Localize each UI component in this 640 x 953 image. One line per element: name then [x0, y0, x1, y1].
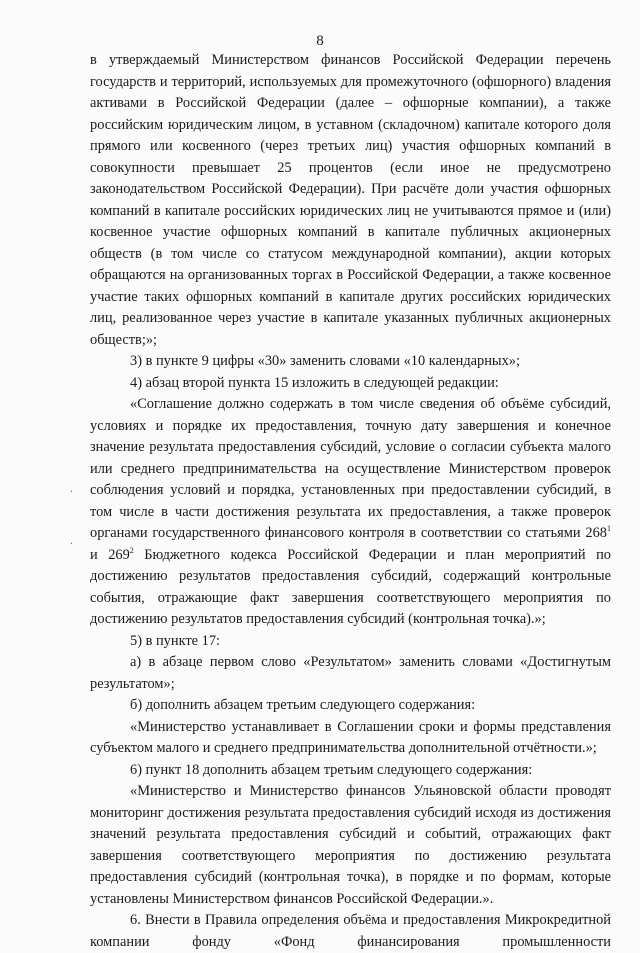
scan-mark: ·	[70, 487, 74, 498]
paragraph-item-5: 5) в пункте 17:	[130, 632, 221, 649]
agreement-text-part-3: Бюджетного кодекса Российской Федерации и план мероприятий по достижению результатов предоставления субсидий, содержащий контрольные события, отражающие факт завершения соответствующего мероприятия по достижению результатов предоставления субсидий (контрольная точка).»;	[90, 546, 612, 627]
document-body	[90, 50, 611, 953]
paragraph-item-5b: б) дополнить абзацем третьим следующего содержания:	[130, 697, 476, 713]
agreement-text-part-2: и 269	[90, 546, 130, 563]
paragraph-item-4: 4) абзац второй пункта 15 изложить в следующей редакции:	[130, 374, 499, 391]
paragraph-monitoring-text: «Министерство и Министерство финансов Ульяновской области проводят мониторинг достижения результата предоставления субсидий исходя из достижения значений результата предоставления субсидий и событий, отражающих факт завершения соответствующего мероприятия по достижению результата предоставления субсидий (контрольная точка), в порядке и по формам, которые установлены Министерством финансов Российской Федерации.».	[90, 783, 611, 907]
paragraph-item-6: 6) пункт 18 дополнить абзацем третьим следующего содержания:	[130, 761, 533, 778]
paragraph-item-3: 3) в пункте 9 цифры «30» заменить словами «10 календарных»;	[130, 353, 520, 369]
paragraph-item-5a: а) в абзаце первом слово «Результатом» заменить словами «Достигнутым результатом»;	[90, 654, 611, 692]
footnote-sup-2: 2	[129, 545, 134, 555]
footnote-sup-1: 1	[607, 524, 611, 533]
paragraph-offshore-definition: в утверждаемый Министерством финансов Российской Федерации перечень государств и территорий, используемых для промежуточного (офшорного) владения активами в Российской Федерации (далее – офшорные компании), а также российским юридическим лицом, в уставном (складочном) капитале которого доля прямого или косвенного (через третьих лиц) участия офшорных компаний в совокупности превышает 25 процентов (если иное не предусмотрено законодательством Российской Федерации). При расчёте доли участия офшорных компаний в капитале российских юридических лиц не учитываются прямое и (или) косвенное участие офшорных компаний в капитале публичных акционерных обществ (в том числе со статусом международной компании), акции которых обращаются на организованных торгах в Российской Федерации, а также косвенное участие таких офшорных компаний в капитале других российских юридических лиц, реализованное через участие в капитале указанных публичных акционерных обществ;»;	[90, 52, 611, 348]
paragraph-reporting-text: «Министерство устанавливает в Соглашении сроки и формы представления субъектом малого и среднего предпринимательства дополнительной отчётности.»;	[90, 718, 611, 756]
paragraph-agreement-text	[90, 394, 611, 631]
paragraph-section-6: 6. Внести в Правила определения объёма и предоставления Микрокредитной компании фонду «Фонд финансирования промышленности	[90, 912, 611, 950]
scan-mark: ·	[70, 539, 74, 550]
agreement-text-part-1: «Соглашение должно содержать в том числе сведения об объёме субсидий, условиях и порядке их предоставления, точную дату завершения и конечное значение результата предоставления субсидий, условие о согласии субъекта малого или среднего предпринимательства на осуществление Министерством проверок соблюдения условий и порядка, установленных при предоставлении субсидий, в том числе в части достижения результата их предоставления, а также проверок органами государственного финансового контроля в соответствии со статьями 268	[90, 396, 611, 541]
page-number: 8	[316, 33, 324, 49]
